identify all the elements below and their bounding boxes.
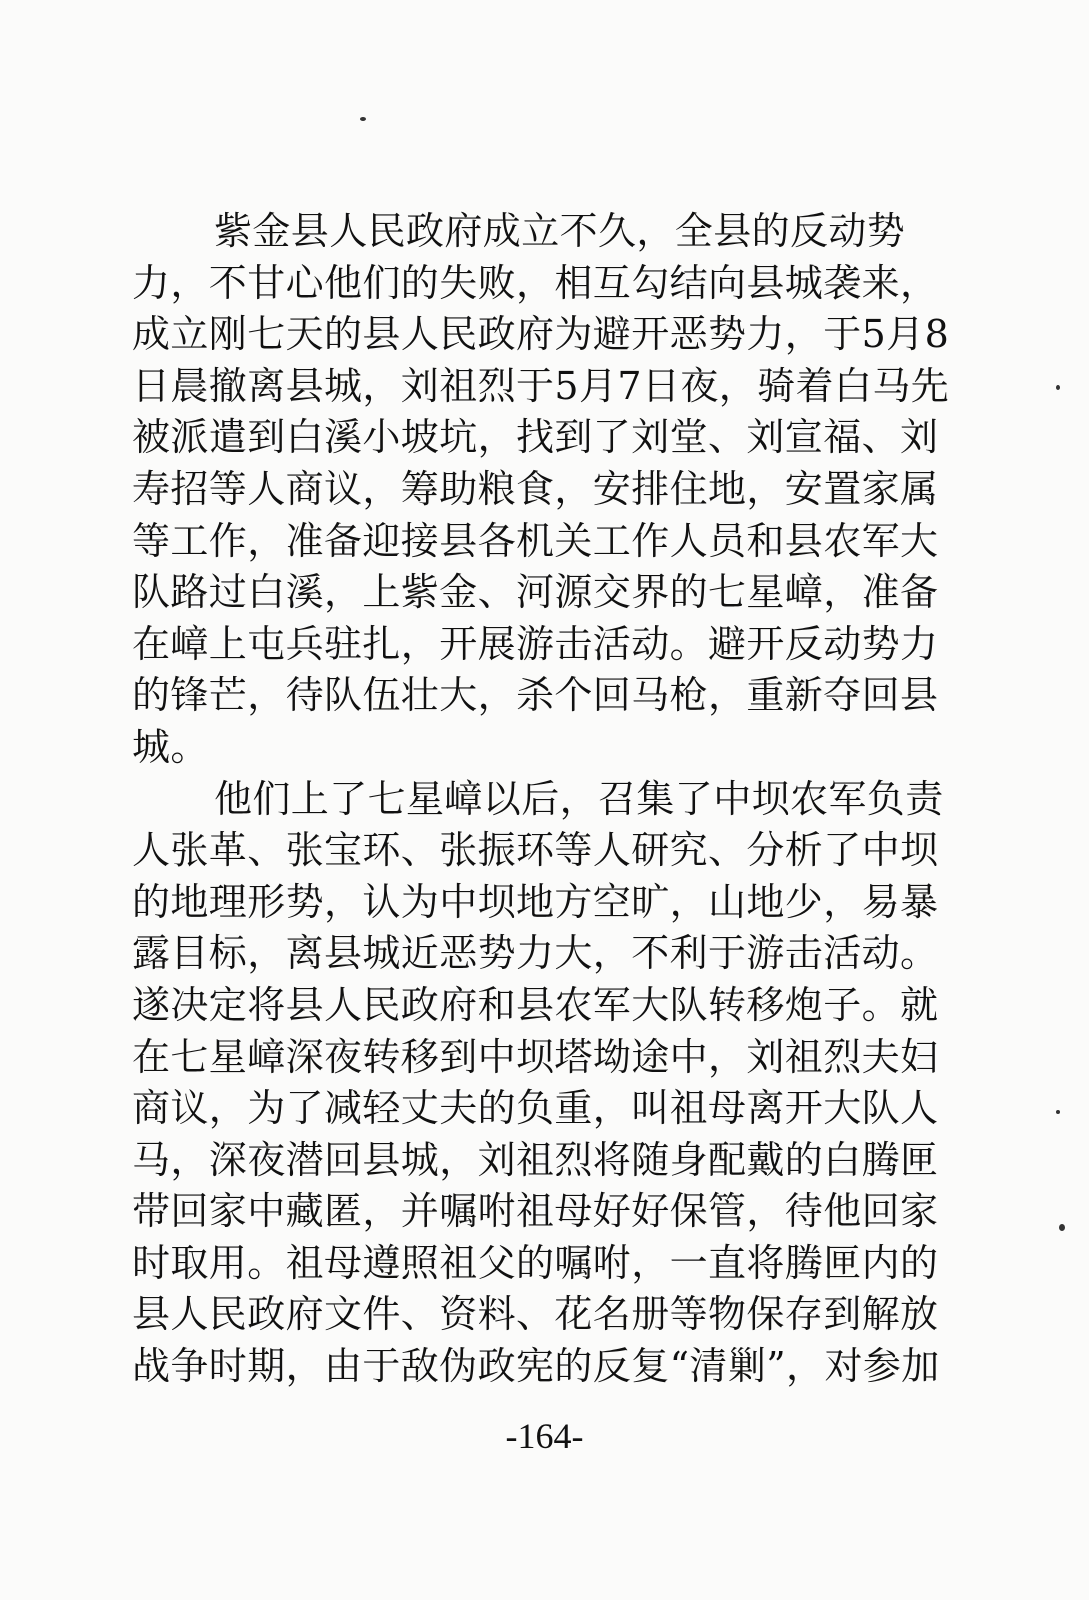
text-line: 战争时期，由于敌伪政宪的反复“清剿”，对参加: [132, 1344, 940, 1389]
text-line: 被派遣到白溪小坡坑，找到了刘堂、刘宣福、刘: [132, 415, 939, 460]
ink-speck: [1059, 1224, 1065, 1231]
paragraph: [132, 206, 962, 774]
ink-speck: [360, 117, 366, 121]
body-text: [132, 206, 962, 1393]
text-line: 在七星嶂深夜转移到中坝塔坳途中，刘祖烈夫妇: [132, 1034, 939, 1079]
text-line: 紫金县人民政府成立不久，全县的反动势: [214, 209, 906, 253]
text-line: 在嶂上屯兵驻扎，开展游击活动。避开反动势力: [132, 621, 939, 666]
paragraph: [132, 774, 962, 1393]
text-line: 马，深夜潜回县城，刘祖烈将随身配戴的白腾匣: [132, 1137, 939, 1182]
text-line: 他们上了七星嶂以后，召集了中坝农军负责: [214, 776, 944, 821]
text-line: 日晨撤离县城，刘祖烈于5月7日夜，骑着白马先: [132, 363, 950, 408]
text-line: 时取用。祖母遵照祖父的嘱咐，一直将腾匣内的: [132, 1240, 939, 1285]
text-line: 城。: [132, 724, 209, 769]
text-line: 带回家中藏匿，并嘱咐祖母好好保管，待他回家: [132, 1189, 939, 1234]
text-line: 露目标，离县城近恶势力大，不利于游击活动。: [132, 931, 939, 976]
text-line: 队路过白溪，上紫金、河源交界的七星嶂，准备: [132, 570, 939, 615]
text-line: 县人民政府文件、资料、花名册等物保存到解放: [132, 1292, 939, 1337]
text-line: 的锋芒，待队伍壮大，杀个回马枪，重新夺回县: [132, 673, 939, 718]
text-line: 的地理形势，认为中坝地方空旷，山地少，易暴: [132, 879, 939, 924]
text-line: 等工作，准备迎接县各机关工作人员和县农军大: [132, 518, 939, 563]
text-line: 遂决定将县人民政府和县农军大队转移炮子。就: [132, 982, 939, 1027]
text-line: 寿招等人商议，筹助粮食，安排住地，安置家属: [132, 466, 939, 511]
text-line: 成立刚七天的县人民政府为避开恶势力，于5月8: [132, 312, 950, 357]
text-line: 力，不甘心他们的失败，相互勾结向县城袭来，: [132, 260, 939, 305]
text-line: 人张革、张宝环、张振环等人研究、分析了中坝: [132, 828, 939, 873]
text-line: 商议，为了减轻丈夫的负重，叫祖母离开大队人: [132, 1086, 939, 1131]
ink-speck: [1056, 385, 1060, 390]
ink-speck: [1056, 1110, 1060, 1114]
page-number: -164-: [505, 1416, 584, 1456]
